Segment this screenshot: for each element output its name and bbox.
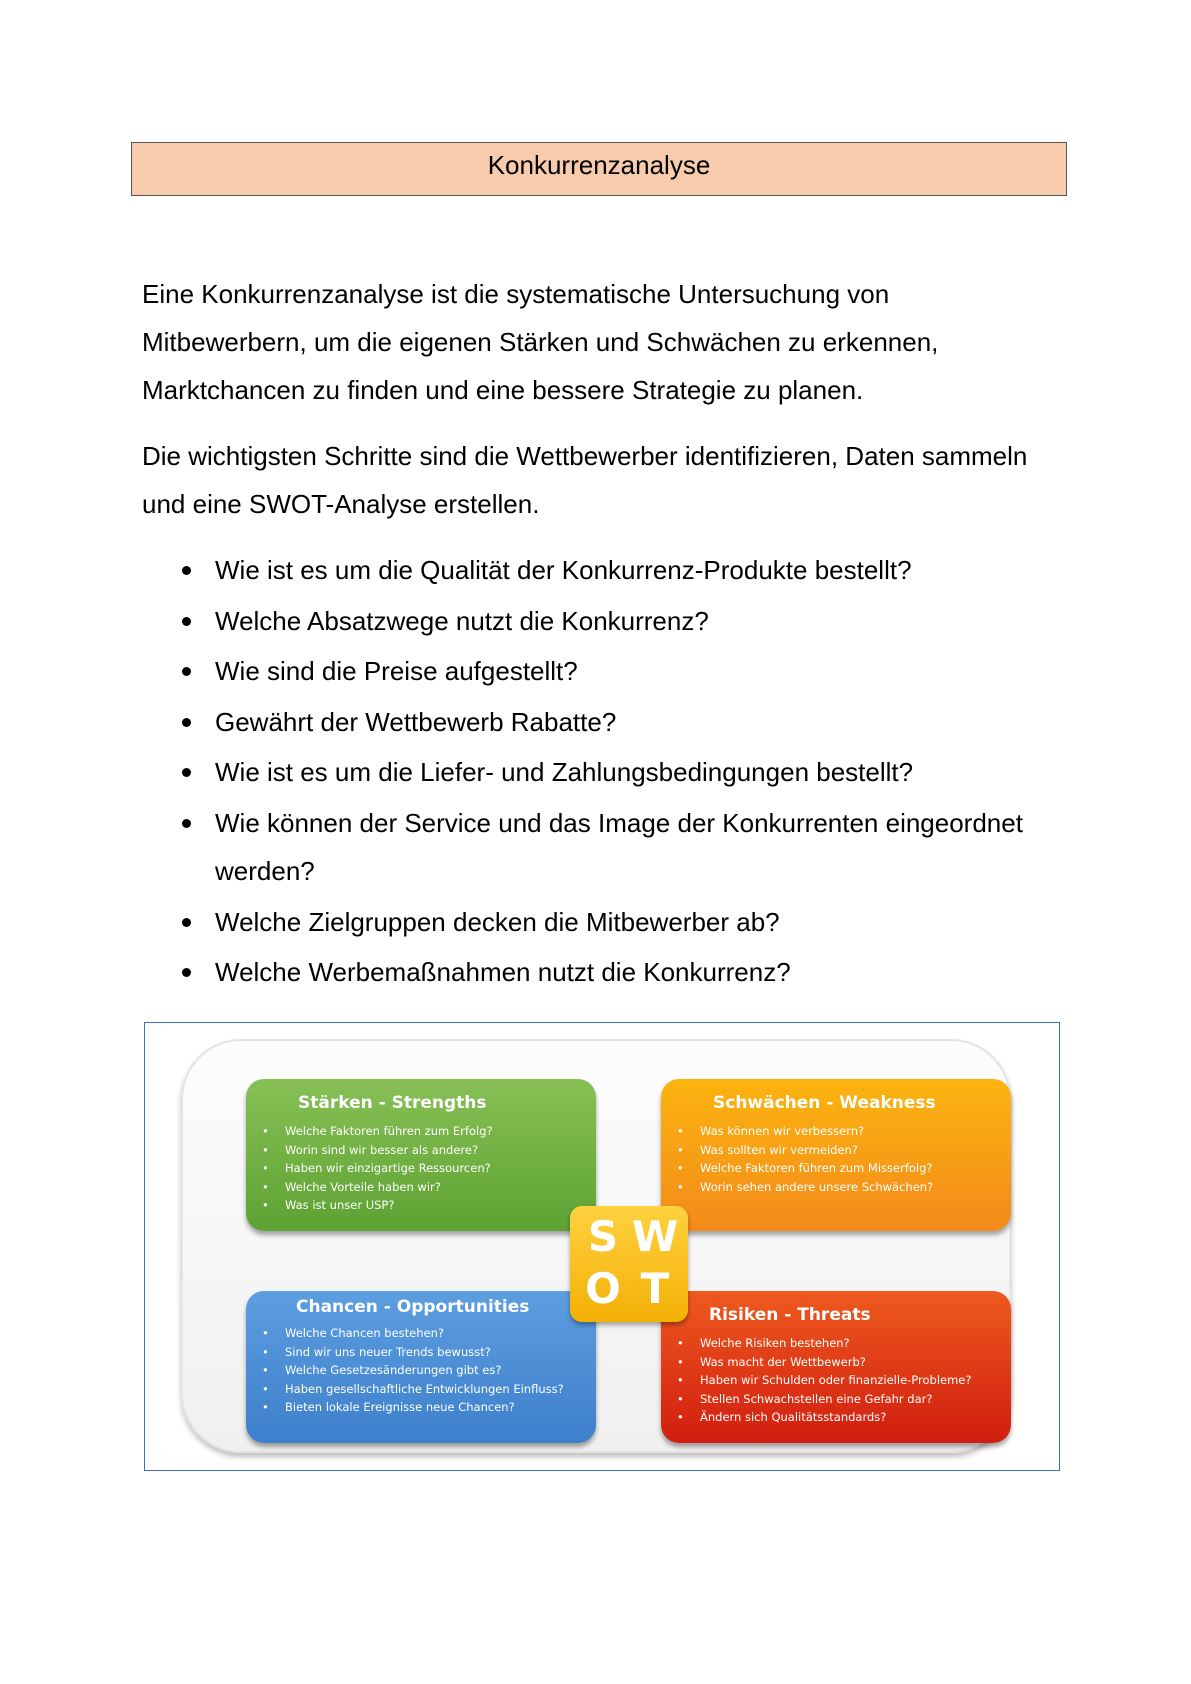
bullet-icon [182, 819, 191, 828]
swot-letter-o: O [585, 1264, 621, 1313]
intro-paragraph: Eine Konkurrenzanalyse ist die systematische Untersuchung von Mitbewerbern, um die eigenen Stärken und Schwächen zu erkennen, Marktchancen zu finden und eine bessere Strategie zu planen. [142, 279, 939, 405]
swot-letter-w: W [631, 1212, 679, 1261]
list-item: • Welche Gesetzesänderungen gibt es? [246, 1361, 564, 1380]
list-item [142, 597, 1062, 645]
swot-opportunities-box [246, 1291, 596, 1443]
bullet-icon [182, 617, 191, 626]
list-item: • Was macht der Wettbewerb? [661, 1353, 972, 1372]
list-item [142, 647, 1062, 695]
list-item: • Was sollten wir vermeiden? [661, 1141, 933, 1160]
swot-letter-t: T [640, 1264, 670, 1313]
list-item: • Sind wir uns neuer Trends bewusst? [246, 1343, 564, 1362]
bullet-icon [182, 968, 191, 977]
bullet-icon [182, 566, 191, 575]
list-item-text: Welche Werbemaßnahmen nutzt die Konkurrenz? [215, 957, 791, 988]
swot-threats-list [661, 1334, 972, 1427]
list-item [142, 948, 1062, 996]
bullet-icon [182, 918, 191, 927]
list-item [142, 898, 1062, 946]
bullet-icon [182, 768, 191, 777]
list-item: • Worin sind wir besser als andere? [246, 1141, 493, 1160]
swot-diagram [144, 1022, 1060, 1471]
list-item: • Welche Chancen bestehen? [246, 1324, 564, 1343]
list-item: • Bieten lokale Ereignisse neue Chancen? [246, 1398, 564, 1417]
list-item: • Worin sehen andere unsere Schwächen? [661, 1178, 933, 1197]
swot-weaknesses-box [661, 1079, 1011, 1231]
list-item [142, 546, 1062, 594]
list-item: • Haben gesellschaftliche Entwicklungen Einfluss? [246, 1380, 564, 1399]
list-item: • Welche Vorteile haben wir? [246, 1178, 493, 1197]
swot-center-logo [570, 1206, 688, 1322]
swot-background [181, 1039, 1011, 1453]
swot-threats-title: Risiken - Threats [709, 1305, 871, 1325]
list-item-text: Welche Zielgruppen decken die Mitbewerber ab? [215, 906, 780, 937]
swot-opportunities-title: Chancen - Opportunities [296, 1297, 530, 1317]
swot-strengths-box [246, 1079, 596, 1231]
list-item-text: Wie ist es um die Qualität der Konkurrenz-Produkte bestellt? [215, 555, 912, 585]
list-item-text: Gewährt der Wettbewerb Rabatte? [215, 706, 617, 737]
bullet-icon [182, 718, 191, 727]
list-item [142, 748, 1062, 796]
list-item: • Haben wir Schulden oder finanzielle-Probleme? [661, 1371, 972, 1390]
list-item [142, 799, 1062, 895]
list-item: • Ändern sich Qualitätsstandards? [661, 1408, 972, 1427]
page-title: Konkurrenzanalyse [131, 142, 1067, 196]
list-item: • Haben wir einzigartige Ressourcen? [246, 1159, 493, 1178]
steps-paragraph: Die wichtigsten Schritte sind die Wettbewerber identifizieren, Daten sammeln und eine SWOT-Analyse erstellen. [142, 441, 1028, 519]
list-item: • Was können wir verbessern? [661, 1122, 933, 1141]
list-item: • Welche Faktoren führen zum Misserfolg? [661, 1159, 933, 1178]
list-item: • Welche Faktoren führen zum Erfolg? [246, 1122, 493, 1141]
list-item: • Welche Risiken bestehen? [661, 1334, 972, 1353]
swot-strengths-list [246, 1122, 493, 1215]
swot-threats-box [661, 1291, 1011, 1443]
swot-opportunities-list [246, 1324, 564, 1417]
question-list [142, 546, 1062, 999]
bullet-icon [182, 667, 191, 676]
list-item-text: Wie können der Service und das Image der Konkurrenten eingeordnet werden? [215, 807, 1023, 886]
list-item: • Stellen Schwachstellen eine Gefahr dar? [661, 1390, 972, 1409]
swot-weaknesses-list [661, 1122, 933, 1196]
list-item-text: Wie ist es um die Liefer- und Zahlungsbedingungen bestellt? [215, 757, 914, 788]
swot-strengths-title: Stärken - Strengths [298, 1093, 487, 1113]
swot-letter-s: S [587, 1212, 619, 1261]
list-item-text: Welche Absatzwege nutzt die Konkurrenz? [215, 605, 709, 636]
list-item [142, 698, 1062, 746]
swot-weaknesses-title: Schwächen - Weakness [713, 1093, 936, 1113]
list-item-text: Wie sind die Preise aufgestellt? [215, 656, 578, 687]
list-item: • Was ist unser USP? [246, 1196, 493, 1215]
